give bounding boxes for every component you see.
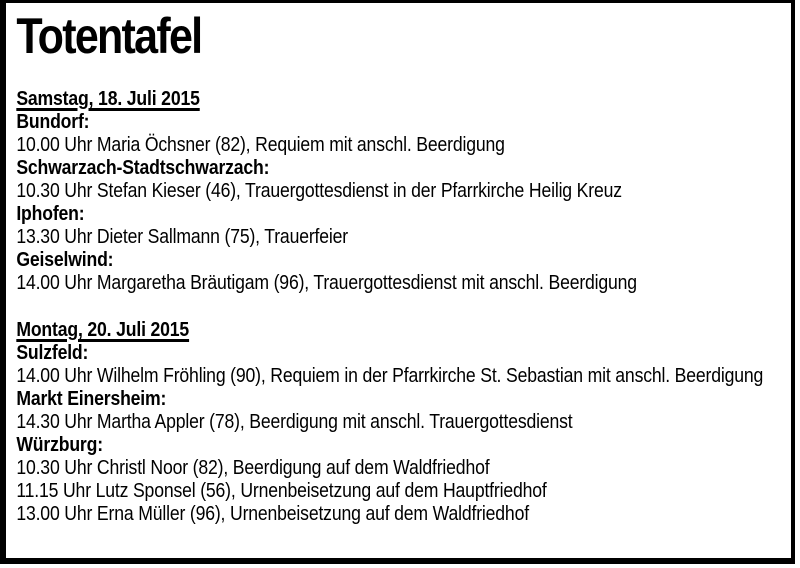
entry-line: 10.30 Uhr Christl Noor (82), Beerdigung auf dem Waldfriedhof	[16, 456, 490, 479]
obituary-entry	[16, 433, 766, 525]
day-section	[16, 318, 766, 525]
obituary-entry	[16, 248, 766, 294]
obituary-entry	[16, 202, 766, 248]
obituary-entry	[16, 387, 766, 433]
clipping-content	[6, 3, 789, 525]
entry-line: 11.15 Uhr Lutz Sponsel (56), Urnenbeisetzung auf dem Hauptfriedhof	[16, 479, 547, 502]
location-heading: Würzburg:	[16, 433, 103, 456]
date-heading: Samstag, 18. Juli 2015	[16, 87, 200, 110]
day-section	[16, 87, 766, 294]
entry-line: 14.30 Uhr Martha Appler (78), Beerdigung mit anschl. Trauergottesdienst	[16, 410, 573, 433]
entry-line: 10.00 Uhr Maria Öchsner (82), Requiem mit anschl. Beerdigung	[16, 133, 505, 156]
entry-line: 14.00 Uhr Margaretha Bräutigam (96), Trauergottesdienst mit anschl. Beerdigung	[16, 271, 637, 294]
date-heading: Montag, 20. Juli 2015	[16, 318, 190, 341]
location-heading: Schwarzach-Stadtschwarzach:	[16, 156, 270, 179]
location-heading: Sulzfeld:	[16, 341, 89, 364]
location-heading: Bundorf:	[16, 110, 90, 133]
entry-line: 14.00 Uhr Wilhelm Fröhling (90), Requiem in der Pfarrkirche St. Sebastian mit anschl. Beerdigung	[16, 364, 764, 387]
entry-line: 13.00 Uhr Erna Müller (96), Urnenbeisetzung auf dem Waldfriedhof	[16, 502, 529, 525]
location-heading: Iphofen:	[16, 202, 85, 225]
page-title: Totentafel	[16, 8, 202, 64]
obituary-entry	[16, 341, 766, 387]
obituary-entry	[16, 156, 766, 202]
obituary-entry	[16, 110, 766, 156]
entry-line: 13.30 Uhr Dieter Sallmann (75), Trauerfeier	[16, 225, 348, 248]
entry-line: 10.30 Uhr Stefan Kieser (46), Trauergottesdienst in der Pfarrkirche Heilig Kreuz	[16, 179, 622, 202]
location-heading: Markt Einersheim:	[16, 387, 167, 410]
location-heading: Geiselwind:	[16, 248, 114, 271]
